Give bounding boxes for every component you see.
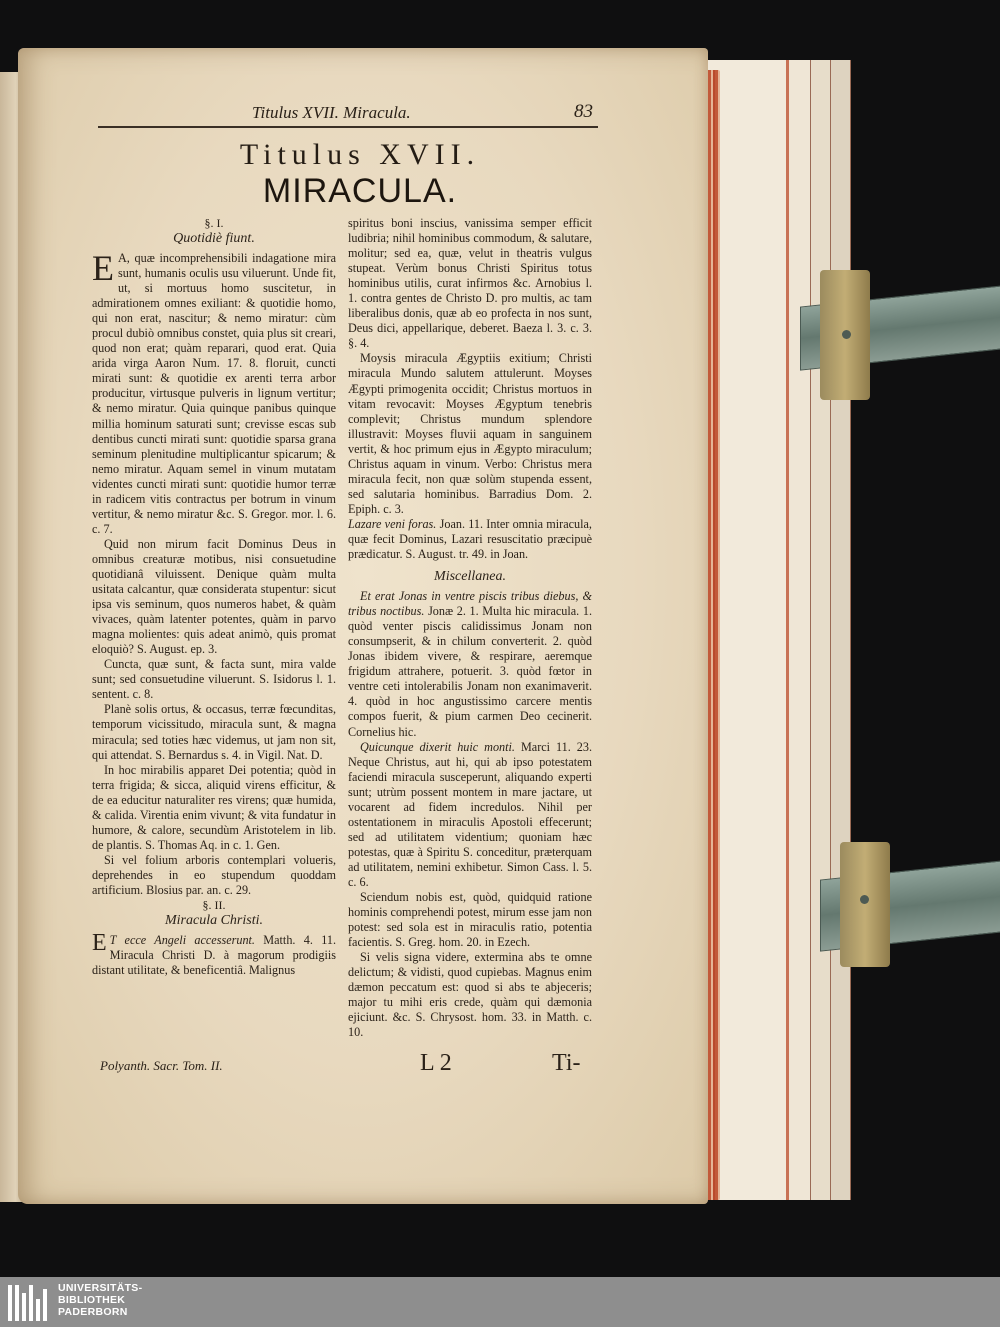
paragraph: Quicunque dixerit huic monti. Marci 11. 23. Neque Christus, aut hi, qui ab ipso potestatem faciendi miracula susceperunt, aliquando experti sunt; utrùm possent montem in mare jactare, ut vocarent ad fidem incredulos. Nihil per ostentationem in miraculis Apostoli effecerunt; sed ad utilitatem videntium; quoniam hæc potestas, quæ à Spiritu S. conceditur, præterquam ad utilitatem, nemini exhibetur. Simon Cass. l. 5. c. 6. (348, 739, 592, 889)
paragraph: Si vel folium arboris contemplari volueris, deprehendes in eo stupendum quoddam artificium. Blosius par. an. c. 29. (92, 852, 336, 897)
paragraph: spiritus boni inscius, vanissima semper efficit ludibria; nihil hominibus commodum, & salutare, molitur; sed ea, quæ, velut in theatris vulgus stupeat. Verùm bonus Christi Spiritus totus hominibus utilis, curat infirmos &c. Arnobius l. 1. contra gentes de Christo D. pro multis, ac tam liberalibus donis, quæ ab eo profecta in nos sunt, Deus dici, appellarique, deberet. Baeza l. 3. c. 3. §. 4. (348, 216, 592, 351)
header-rule (98, 126, 598, 128)
chapter-heading: MIRACULA. (262, 172, 458, 210)
library-logo-icon (8, 1285, 52, 1321)
catchword: Ti- (552, 1050, 581, 1076)
section-number: §. II. (202, 898, 226, 913)
signature-mark: L 2 (420, 1050, 452, 1076)
paragraph: Si velis signa videre, extermina abs te omne delictum; & vidisti, quod cupiebas. Magnus enim dæmon peccatum est: quod si abs te abjeceris; major tu mihi eris crede, quàm qui dæmonia ejiciunt. &c. S. Chrysost. hom. 33. in Matth. c. 10. (348, 950, 592, 1040)
library-logo-text: UNIVERSITÄTS- BIBLIOTHEK PADERBORN (58, 1282, 143, 1318)
section-title: Quotidiè fiunt. (173, 231, 255, 246)
section-number: §. I. (204, 216, 224, 230)
section-title: Miscellanea. (434, 569, 506, 585)
paragraph: Cuncta, quæ sunt, & facta sunt, mira valde sunt; sed consuetudine viluerunt. S. Isidorus l. 1. sentent. c. 8. (92, 657, 336, 702)
paragraph: In hoc mirabilis apparet Dei potentia; quòd in terra frigida; & sicca, aliquid virens efficitur, & de ea educitur naturaliter res virens; quæ humida, & calida. Virentia enim vivunt; & vita fundatur in humore, & calore, secundùm Aristotelem in lib. de plantis. S. Thomas Aq. in c. 1. Gen. (92, 762, 336, 852)
paragraph: Moysis miracula Ægyptiis exitium; Christi miracula Mundo salutem attulerunt. Moyses Ægypti primogenita occidit; Christus mortuos in vitam revocavit: Moyses Ægyptum tenebris complevit; Christus mundum splendore illustravit: Moyses fluvii aquam in sanguinem vertit, & hoc primum ejus in Ægypto miraculum; Christus aquam in vinum. Verbo: Christus mera miracula fecit, non quæ solùm stupenda essent, sed salutaria hominibus. Barradius Dom. 2. Epiph. c. 3. (348, 351, 592, 516)
paragraph: Et erat Jonas in ventre piscis tribus diebus, & tribus noctibus. Jonæ 2. 1. Multa hic miracula. 1. quòd venter piscis calidissimus Jonam non consumpserit, & in chilum converterit. 2. quòd Jonas ibidem vivere, & respirare, aeremque frigidum attrahere, potuerit. 3. quòd fœtor in ventre ceti intolerabilis Jonam non exanimaverit. 4. quòd in hoc angustissimo carcere mentis compos fuerit, & pium carmen Deo cecinerit. Cornelius hic. (348, 589, 592, 739)
paragraph: Sciendum nobis est, quòd, quidquid ratione hominis comprehendi potest, mirum esse jam non potest: sed sola est in miraculis ratio, potentia facientis. S. Greg. hom. 20. in Ezech. (348, 890, 592, 950)
paragraph: Lazare veni foras. Joan. 11. Inter omnia miracula, quæ fecit Dominus, Lazari resuscitatio præcipuè prædicatur. S. August. tr. 49. in Joan. (348, 516, 592, 562)
page-number: 83 (574, 101, 593, 122)
section-title: Miracula Christi. (164, 913, 263, 929)
footer-book-title: Polyanth. Sacr. Tom. II. (100, 1058, 223, 1073)
paragraph: Planè solis ortus, & occasus, terræ fœcunditas, temporum vicissitudo, miracula sunt, & magna miracula; sed toties hæc videmus, ut jam non sit, qui attendat. S. Bernardus s. 4. in Vigil. Nat. D. (92, 702, 336, 762)
paragraph: Quid non mirum facit Dominus Deus in omnibus creaturæ motibus, nisi consuetudine quotidianâ viluissent. Denique quàm multa usitata calcantur, quæ considerata stupentur: sicut ipsa vis seminum, quos numeros habet, & quàm vivaces, quàm latenter potentes, quàm in parvo magna molientes: quis adeat animò, quis promat eloquiò? S. August. ep. 3. (92, 536, 336, 657)
running-title: Titulus XVII. Miracula. (252, 103, 411, 122)
paragraph: E A, quæ incomprehensibili indagatione mira sunt, humanis oculis usu viluerunt. Unde fit, ut, si mortuus homo suscitetur, in admirationem omnes exiliant: & quotidie homo, qui non erat, nascitur; & nemo miratur: cùm procul dubiò omnibus constet, quia plus sit creari, quod non erat; quàm reparari, quod erat. Quia arida virga Aaron Num. 17. 8. floruit, cuncti mirati sunt: & quotidie ex arenti terra arbor producitur, virtusque pulveris in lignum vertitur; & nemo miratur. Quia quinque panibus quinque millia hominum saturati sunt; crevisse escas sub dentibus cuncti mirati sunt: quotidie sparsa grana seminum plenitudine multiplicantur spicarum; & nemo miratur. Aquam semel in vinum mutatam videntes cuncti mirati sunt: quotidie humor terræ in radicem vitis contractus per botrum in vinum vertitur, & nemo miratur &c. S. Gregor. mor. l. 6. c. 7. (92, 248, 336, 536)
lower-clasp-cap (840, 842, 890, 967)
drop-cap: E (92, 930, 107, 957)
right-column (348, 216, 592, 1040)
paragraph: E T ecce Angeli accesserunt. Matth. 4. 11. Miracula Christi D. à magorum prodigiis distant utilitate, & beneficentiâ. Malignus (92, 930, 336, 978)
library-logo-bar (0, 1277, 1000, 1327)
left-column (92, 216, 336, 978)
chapter-title: Titulus XVII. (239, 138, 481, 171)
drop-cap: E (92, 248, 114, 288)
